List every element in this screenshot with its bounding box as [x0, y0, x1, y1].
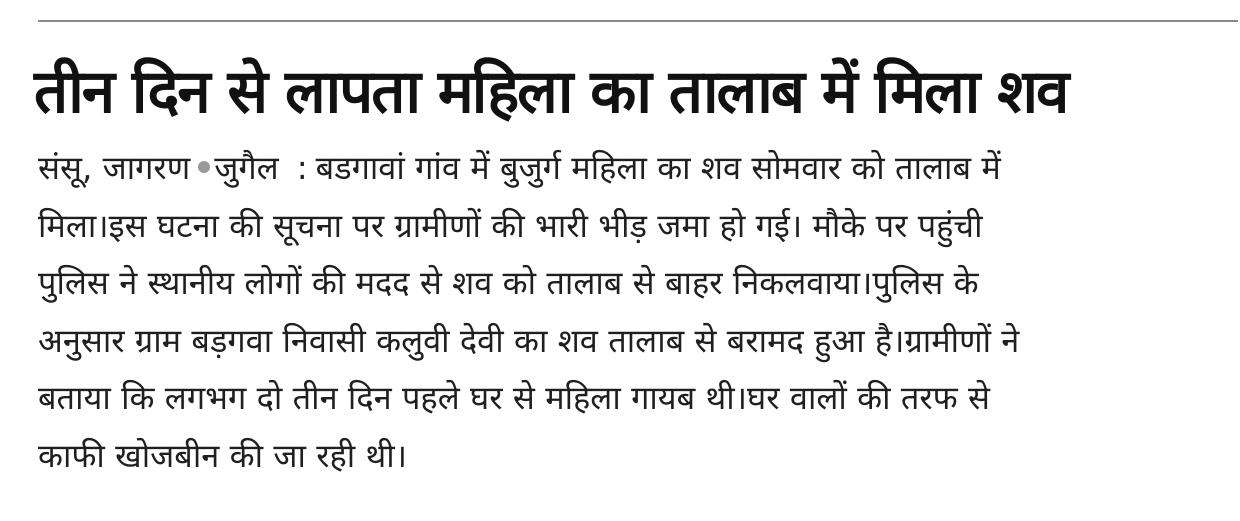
dateline-place: जुगैल — [214, 149, 279, 187]
headline: तीन दिन से लापता महिला का तालाब में मिला शव — [34, 57, 1068, 127]
article-body — [38, 140, 1198, 485]
dateline-colon: : — [296, 149, 308, 187]
dateline-source: संसू, जागरण — [38, 149, 191, 187]
article-line-5: बताया कि लगभग दो तीन दिन पहले घर से महिला गायब थी।घर वालों की तरफ से — [38, 379, 991, 417]
article-line-3: पुलिस ने स्थानीय लोगों की मदद से शव को तालाब से बाहर निकलवाया।पुलिस के — [38, 264, 979, 302]
article-line-2: मिला।इस घटना की सूचना पर ग्रामीणों की भारी भीड़ जमा हो गई। मौके पर पहुंची — [38, 206, 983, 245]
article-line-4: अनुसार ग्राम बड़गवा निवासी कलुवी देवी का शव तालाब से बरामद हुआ है।ग्रामीणों ने — [38, 321, 1020, 360]
article-line-6: काफी खोजबीन की जा रही थी। — [38, 436, 408, 475]
top-divider — [38, 20, 1238, 22]
body-text-line: बडगावां गांव में बुजुर्ग महिला का शव सोमवार को तालाब में — [315, 149, 1001, 187]
article-line-1 — [38, 140, 1198, 198]
dateline-bullet-icon — [198, 161, 210, 173]
